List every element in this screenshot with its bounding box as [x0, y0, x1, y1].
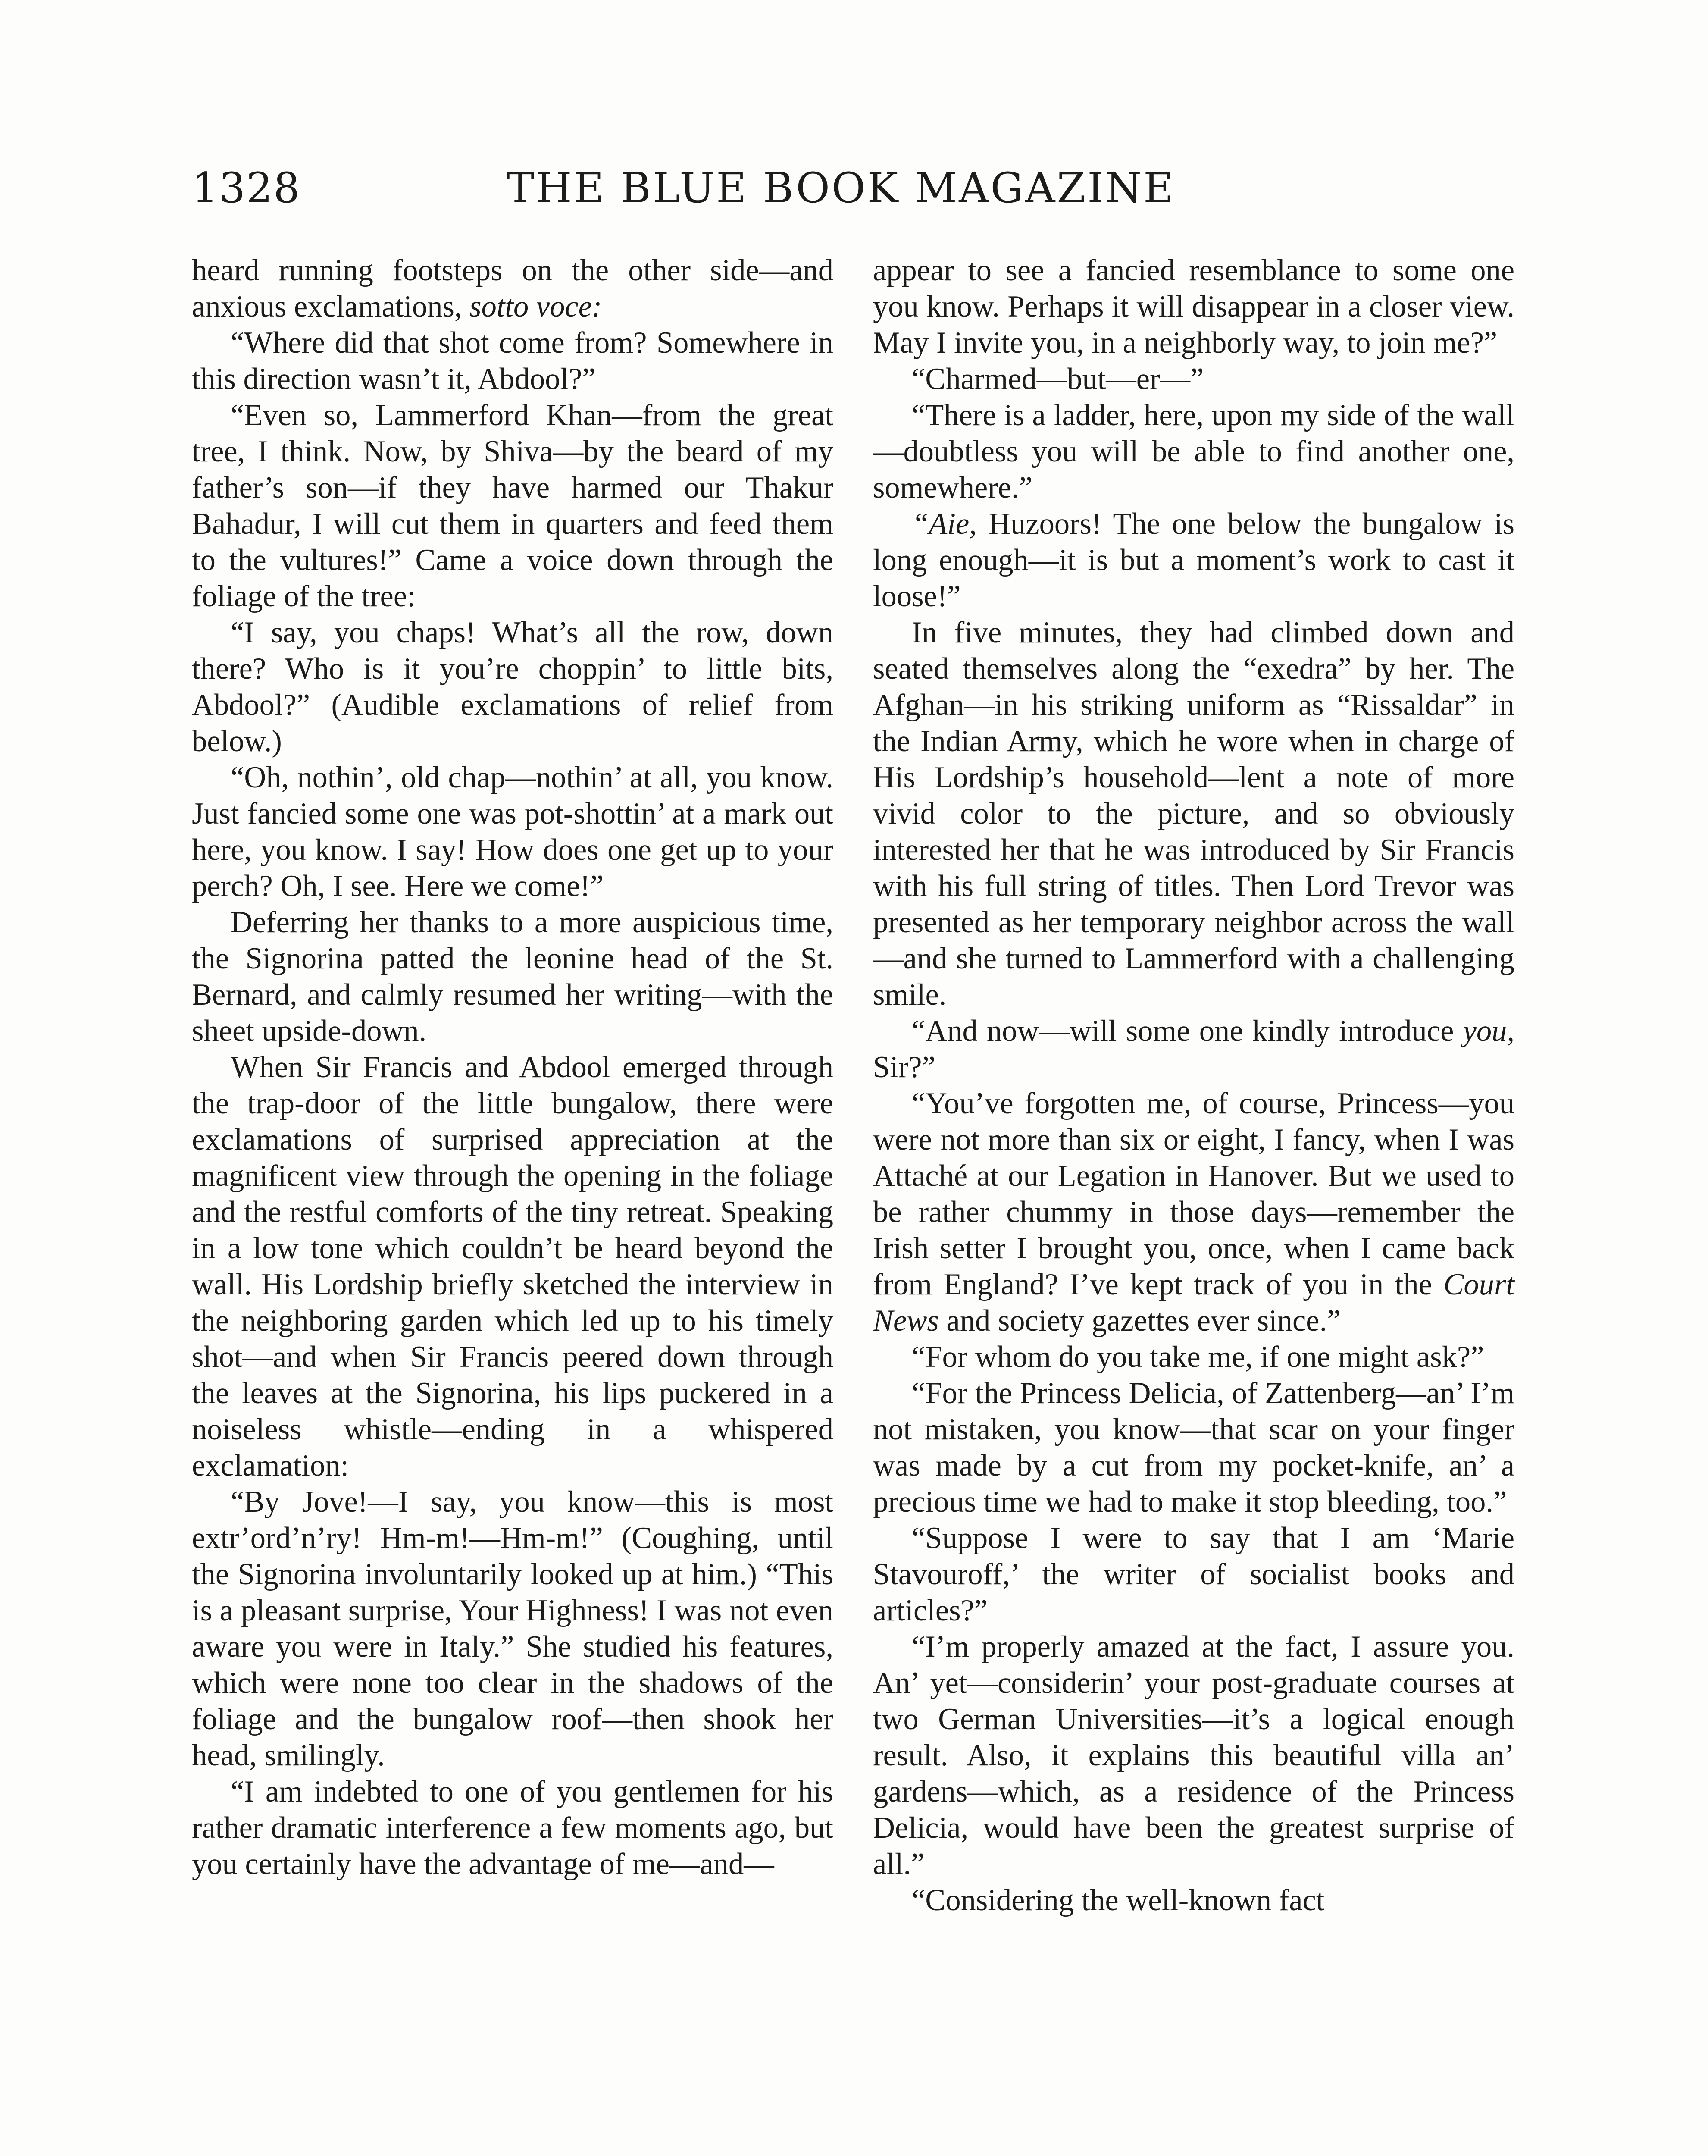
paragraph: “I’m properly amazed at the fact, I assure you. An’ yet—considerin’ your post-graduate courses at two German Universities—it’s a logical enough result. Also, it explains this beautiful villa an’ gardens—which, as a residence of the Princess Delicia, would have been the greatest surprise of all.”: [873, 1630, 1514, 1881]
paragraph: “Suppose I were to say that I am ‘Marie Stavouroff,’ the writer of socialist books and articles?”: [873, 1521, 1514, 1627]
paragraph: In five minutes, they had climbed down and seated themselves along the “exedra” by her. The Afghan—in his striking uniform as “Rissaldar” in the Indian Army, which he wore when in charge of His Lordship’s household—lent a note of more vivid color to the picture, and so obviously interested her that he was introduced by Sir Francis with his full string of titles. Then Lord Trevor was presented as her temporary neighbor across the wall—and she turned to Lammerford with a challenging smile.: [873, 616, 1514, 1012]
paragraph: Deferring her thanks to a more auspicious time, the Signorina patted the leonine head of the St. Bernard, and calmly resumed her writing—with the sheet upside-down.: [192, 906, 833, 1048]
paragraph: appear to see a fancied resemblance to some one you know. Perhaps it will disappear in a closer view. May I invite you, in a neighborly way, to join me?”: [873, 254, 1514, 360]
paragraph: “You’ve forgotten me, of course, Princess—you were not more than six or eight, I fancy, when I was Attaché at our Legation in Hanover. But we used to be rather chummy in those days—remember the Irish setter I brought you, once, when I came back from England? I’ve kept track of you in the Court News and society gazettes ever since.”: [873, 1087, 1515, 1338]
paragraph: “Charmed—but—er—”: [912, 362, 1204, 396]
running-title: THE BLUE BOOK MAGAZINE: [507, 164, 1176, 212]
paragraph: “There is a ladder, here, upon my side of the wall—doubtless you will be able to find another one, somewhere.”: [873, 398, 1514, 505]
paragraph: “By Jove!—I say, you know—this is most extr’ord’n’ry! Hm-m!—Hm-m!” (Coughing, until the Signorina involuntarily looked up at him.) “This is a pleasant surprise, Your Highness! I was not even aware you were in Italy.” She studied his features, which were none too clear in the shadows of the foliage and the bungalow roof—then shook her head, smilingly.: [192, 1485, 833, 1772]
paragraph: heard running footsteps on the other side—and anxious exclamations, sotto voce:: [192, 254, 833, 323]
paragraph: “I am indebted to one of you gentlemen for his rather dramatic interference a few moments ago, but you certainly have the advantage of me—and—: [192, 1775, 833, 1881]
paragraph: “Considering the well-known fact: [912, 1883, 1325, 1917]
left-column: [192, 252, 833, 1882]
paragraph: “Even so, Lammerford Khan—from the great tree, I think. Now, by Shiva—by the beard of my father’s son—if they have harmed our Thakur Bahadur, I will cut them in quarters and feed them to the vultures!” Came a voice down through the foliage of the tree:: [192, 398, 833, 613]
page-number: 1328: [192, 164, 301, 212]
paragraph: “Oh, nothin’, old chap—nothin’ at all, you know. Just fancied some one was pot-shottin’ at a mark out here, you know. I say! How does one get up to your perch? Oh, I see. Here we come!”: [192, 761, 833, 903]
paragraph: “Aie, Huzoors! The one below the bungalow is long enough—it is but a moment’s work to cast it loose!”: [873, 507, 1515, 613]
paragraph: “I say, you chaps! What’s all the row, down there? Who is it you’re choppin’ to little bits, Abdool?” (Audible exclamations of relief from below.): [192, 616, 833, 758]
page-header: [192, 164, 1214, 229]
paragraph: “And now—will some one kindly introduce you, Sir?”: [873, 1014, 1515, 1084]
paragraph: When Sir Francis and Abdool emerged through the trap-door of the little bungalow, there were exclamations of surprised appreciation at the magnificent view through the opening in the foliage and the restful comforts of the tiny retreat. Speaking in a low tone which couldn’t be heard beyond the wall. His Lordship briefly sketched the interview in the neighboring garden which led up to his timely shot—and when Sir Francis peered down through the leaves at the Signorina, his lips puckered in a noiseless whistle—ending in a whispered exclamation:: [192, 1050, 833, 1482]
right-column: [873, 252, 1514, 1918]
paragraph: “Where did that shot come from? Somewhere in this direction wasn’t it, Abdool?”: [192, 326, 833, 396]
paragraph: “For the Princess Delicia, of Zattenberg—an’ I’m not mistaken, you know—that scar on your finger was made by a cut from my pocket-knife, an’ a precious time we had to make it stop bleeding, too.”: [873, 1376, 1514, 1519]
paragraph: “For whom do you take me, if one might ask?”: [912, 1340, 1484, 1374]
